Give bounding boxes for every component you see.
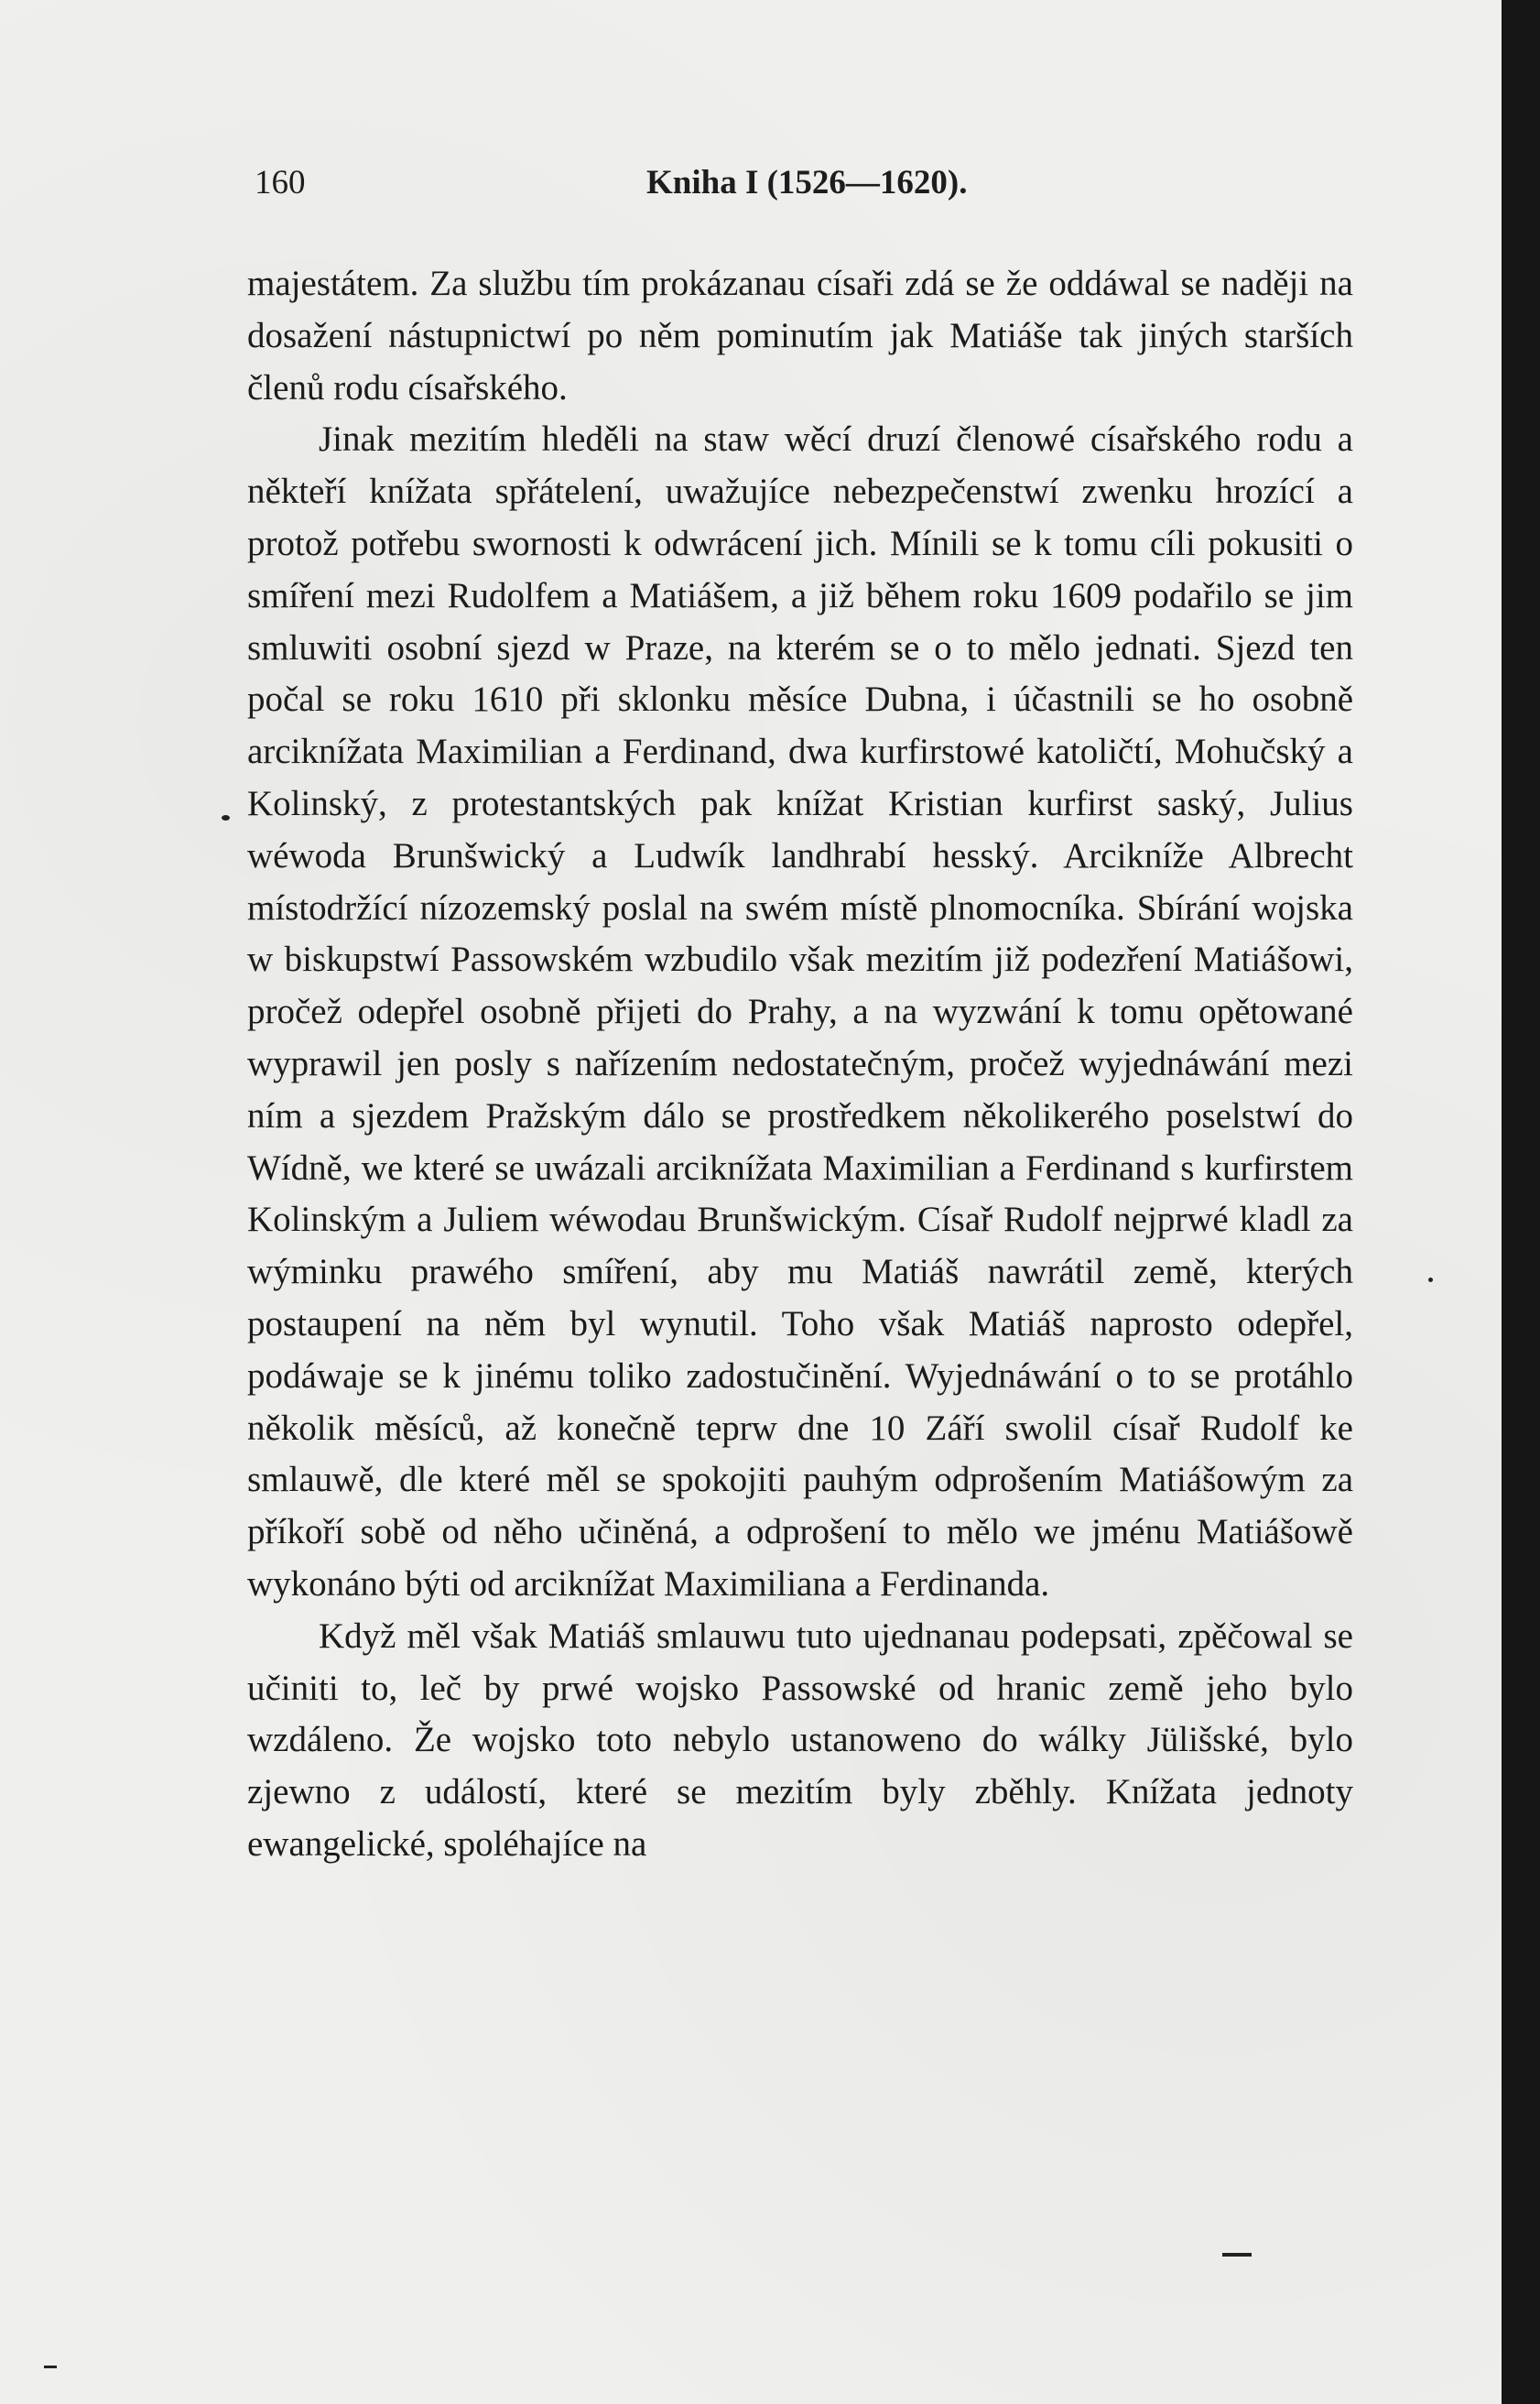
- dust-speck: [44, 2366, 57, 2368]
- page-number: 160: [255, 164, 306, 201]
- paragraph-continued: majestátem. Za službu tím prokázanau císaři zdá se že oddáwal se naději na dosažení nástupnictwí po něm pominutím jak Matiáše tak jiných starších členů rodu císařského.: [247, 264, 1353, 408]
- paragraph: Jinak mezitím hleděli na staw wěcí druzí členowé císařského rodu a někteří knížata spřátelení, uwažujíce nebezpečenstwí zwenku hrozící a protož potřebu swornosti k odwrácení jich. Mínili se k tomu cíli pokusiti o smíření mezi Rudolfem a Matiášem, a již během roku 1609 podařilo se jim smluwiti osobní sjezd w Praze, na kterém se o to mělo jednati. Sjezd ten počal se roku 1610 při sklonku měsíce Dubna, i účastnili se ho osobně arciknížata Maximilian a Ferdinand, dwa kurfirstowé katoličtí, Mohučský a Kolinský, z protestantských pak knížat Kristian kurfirst saský, Julius wéwoda Brunšwický a Ludwík landhrabí hesský. Arcikníže Albrecht místodržící nízozemský poslal na swém místě plnomocníka. Sbírání wojska w biskupstwí Passowském wzbudilo však mezitím již podezření Matiášowi, pročež odepřel osobně přijeti do Prahy, a na wyzwání k tomu opětowané wyprawil jen posly s nařízením nedostatečným, pročež wyjednáwání mezi ním a sjezdem Pražským dálo se prostředkem několikerého poselstwí do Wídně, we které se uwázali arciknížata Maximilian a Ferdinand s kurfirstem Kolinským a Juliem wéwodau Brunšwickým. Císař Rudolf nejprwé kladl za wýminku prawého smíření, aby mu Matiáš nawrátil země, kterých postaupení na něm byl wynutil. Toho však Matiáš naprosto odepřel, podáwaje se k jinému toliko zadostučinění. Wyjednáwání o to se protáhlo několik měsíců, až konečně teprw dne 10 Září swolil císař Rudolf ke smlauwě, dle které měl se spokojiti pauhým odprošením Matiášowým za příkoří sobě od něho učiněná, a odprošení to mělo we jménu Matiášowě wykonáno býti od arciknížat Maximiliana a Ferdinanda.: [247, 419, 1353, 1604]
- paragraph: Když měl však Matiáš smlauwu tuto ujednanau podepsati, zpěčowal se učiniti to, leč by prwé wojsko Passowské od hranic země jeho bylo wzdáleno. Že wojsko toto nebylo ustanoweno do wálky Jülišské, bylo zjewno z událostí, které se mezitím byly zběhly. Knížata jednoty ewangelické, spoléhajíce na: [247, 1615, 1353, 1864]
- dust-speck: [1222, 2253, 1252, 2257]
- dust-speck: [222, 815, 230, 821]
- running-head: Kniha I (1526—1620).: [646, 164, 968, 201]
- dust-speck: [1428, 1278, 1433, 1282]
- body-text: [247, 258, 1353, 1871]
- scan-edge: [1502, 0, 1540, 2404]
- page-header: [255, 163, 1353, 209]
